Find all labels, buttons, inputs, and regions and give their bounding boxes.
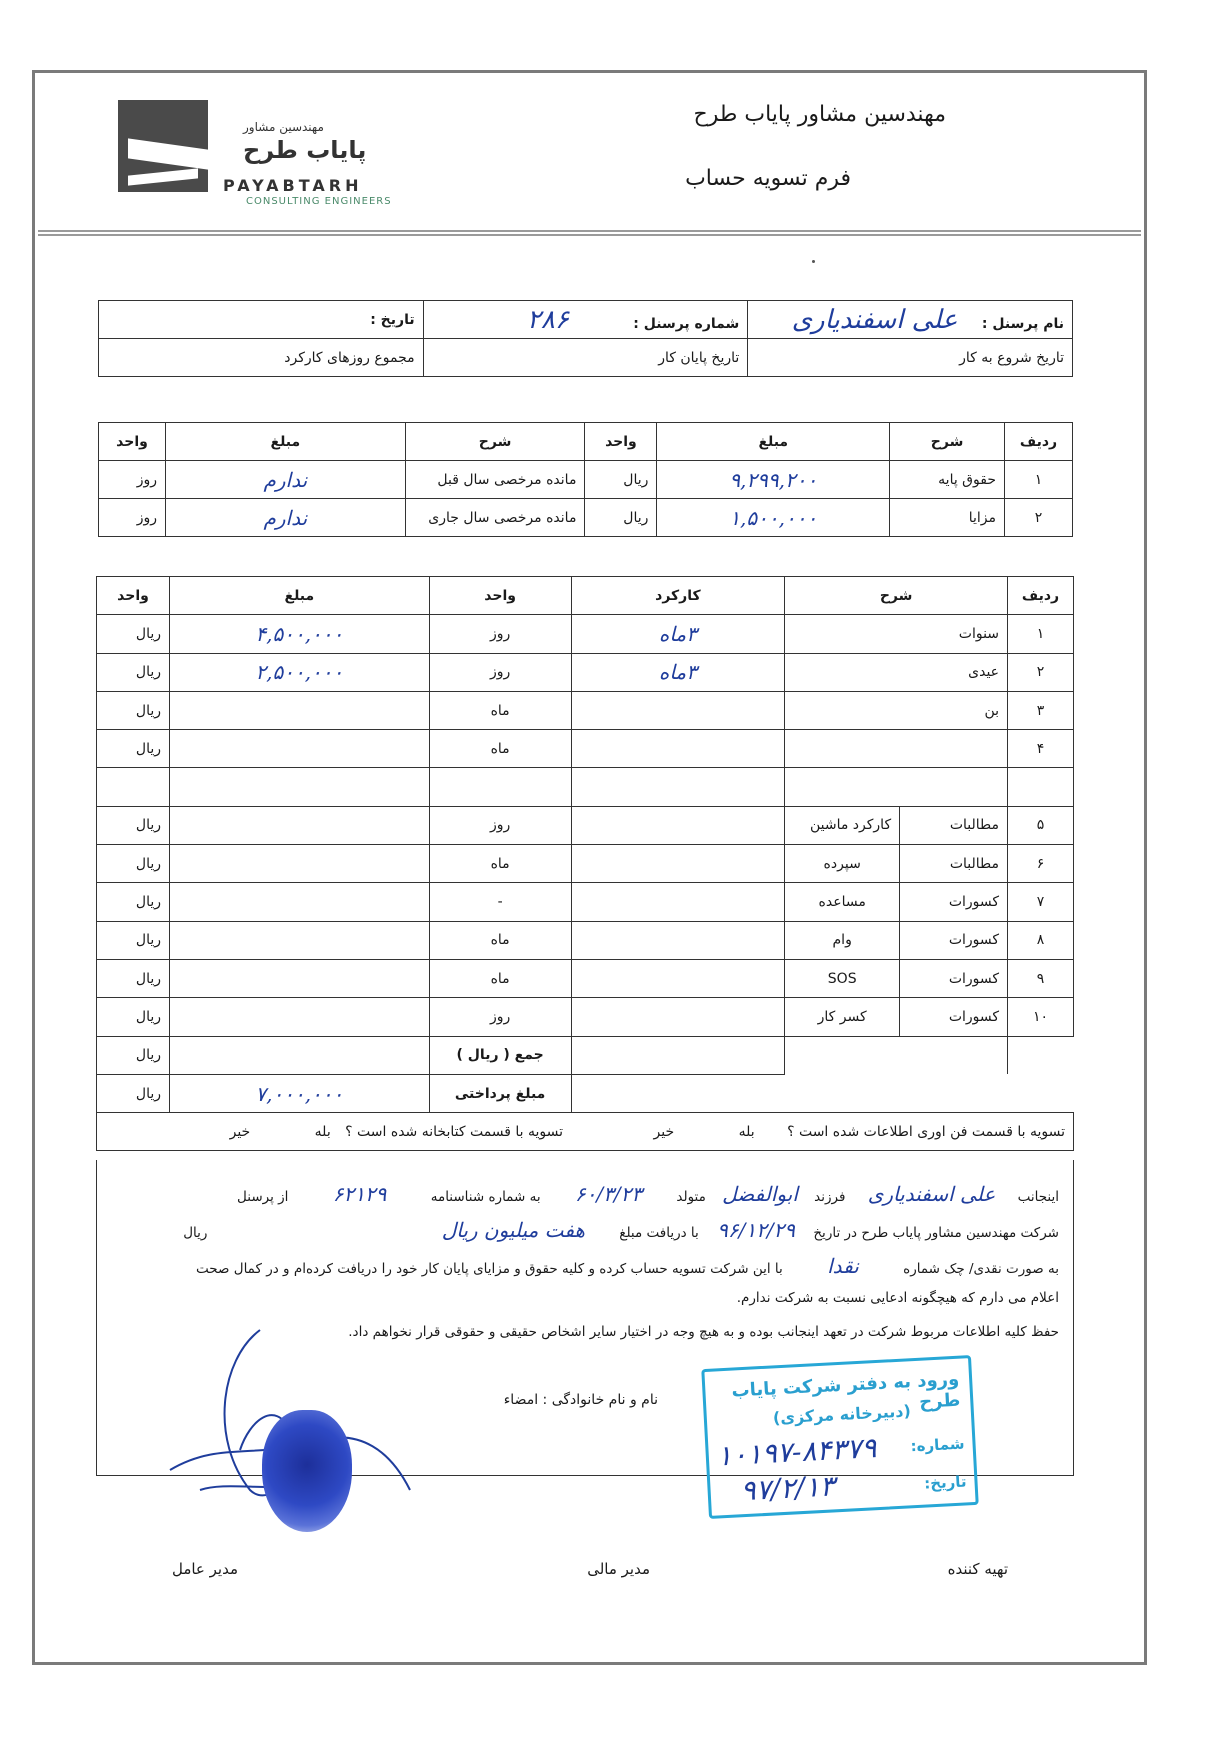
row-idx: ۱ (1008, 615, 1074, 653)
row-amount: ۲,۵۰۰,۰۰۰ (170, 653, 430, 691)
row-unit: روز (429, 806, 571, 844)
row-unit: ماه (429, 921, 571, 959)
decl-text: ریال (183, 1225, 208, 1241)
salary-idx: ۲ (1005, 499, 1073, 537)
row-desc: سپرده (785, 845, 900, 883)
decl-date-handwritten: ۹۶/۱۲/۲۹ (717, 1218, 796, 1242)
row-category: کسورات (900, 998, 1008, 1036)
row-category: کسورات (900, 883, 1008, 921)
row-unit2: ریال (97, 806, 170, 844)
decl-text: فرزند (814, 1189, 846, 1205)
row-unit2: ریال (97, 730, 170, 768)
row-desc: SOS (785, 959, 900, 997)
it-question: تسویه با قسمت فن اوری اطلاعات شده است ؟ (787, 1123, 1065, 1140)
stamp-date-label: تاریخ: (923, 1472, 967, 1493)
row-idx: ۳ (1008, 691, 1074, 729)
row-desc: سنوات (785, 615, 1008, 653)
table-row (97, 998, 1074, 1036)
salary-header-unit2: واحد (99, 423, 166, 461)
library-yes: بله (314, 1123, 331, 1140)
it-yes: بله (738, 1123, 755, 1140)
table-row (97, 691, 1074, 729)
main-header-desc: شرح (785, 577, 1008, 615)
decl-father-handwritten: ابوالفضل (722, 1182, 798, 1206)
decl-text: به شماره شناسنامه (430, 1189, 541, 1205)
row-unit: ماه (429, 845, 571, 883)
table-row (97, 806, 1074, 844)
row-unit2: ریال (97, 921, 170, 959)
stamp-title: ورود به دفتر شرکت پایاب طرح (731, 1368, 961, 1413)
paid-unit: ریال (97, 1074, 170, 1112)
decl-text: اعلام می دارم که هیچگونه ادعایی نسبت به شرکت ندارم. (736, 1290, 1059, 1306)
decl-text: از پرسنل (237, 1189, 289, 1205)
logo-persian-text: پایاب طرح (243, 136, 367, 164)
table-row (97, 653, 1074, 691)
empty-row (97, 768, 1074, 806)
salary-unit: ریال (585, 461, 657, 499)
settlement-table (96, 576, 1074, 1151)
date-cell (99, 301, 424, 339)
row-unit: - (429, 883, 571, 921)
row-idx: ۱۰ (1008, 998, 1074, 1036)
signature-label: نام و نام خانوادگی : امضاء (503, 1392, 658, 1408)
personnel-number-value: ۲۸۶ (526, 304, 569, 335)
paid-value: ۷,۰۰۰,۰۰۰ (170, 1074, 430, 1112)
preparer-label: تهیه کننده (947, 1560, 1008, 1578)
row-amount (170, 691, 430, 729)
start-date-label: تاریخ شروع به کار (748, 339, 1073, 377)
salary-amount2: ندارم (166, 499, 406, 537)
salary-desc2: مانده مرخصی سال جاری (405, 499, 585, 537)
salary-header-amount2: مبلغ (166, 423, 406, 461)
personnel-number-label: شماره پرسنل : (633, 315, 740, 332)
stamp-number-value: ۱۰۱۹۷-۸۴۳۷۹ (715, 1431, 878, 1473)
salary-row (99, 499, 1073, 537)
logo-english-text: PAYABTARH (223, 176, 363, 195)
library-question: تسویه با قسمت کتابخانه شده است ؟ (345, 1123, 564, 1140)
salary-row (99, 461, 1073, 499)
salary-amount: ۱,۵۰۰,۰۰۰ (657, 499, 890, 537)
date-label: تاریخ : (370, 311, 415, 328)
stamp-subtitle: (دبیرخانه مرکزی) (772, 1401, 912, 1428)
end-date-label: تاریخ پایان کار (423, 339, 748, 377)
main-header-amount: مبلغ (170, 577, 430, 615)
row-category: مطالبات (900, 806, 1008, 844)
form-header (38, 78, 1141, 236)
table-row (97, 883, 1074, 921)
form-title: فرم تسویه حساب (685, 166, 851, 191)
total-row (97, 1036, 1074, 1074)
row-unit: ماه (429, 691, 571, 729)
total-days-label: مجموع روزهای کارکرد (99, 339, 424, 377)
salary-desc: حقوق پایه (890, 461, 1005, 499)
salary-desc2: مانده مرخصی سال قبل (405, 461, 585, 499)
salary-idx: ۱ (1005, 461, 1073, 499)
table-row (97, 730, 1074, 768)
row-unit: ماه (429, 959, 571, 997)
table-row (97, 959, 1074, 997)
row-category: کسورات (900, 921, 1008, 959)
row-desc: عیدی (785, 653, 1008, 691)
salary-header-idx: ردیف (1005, 423, 1073, 461)
row-work: ۳ماه (571, 653, 785, 691)
total-label: جمع ( ریال ) (429, 1036, 571, 1074)
row-unit2: ریال (97, 883, 170, 921)
row-unit2: ریال (97, 845, 170, 883)
main-header-unit: واحد (429, 577, 571, 615)
salary-amount: ۹,۲۹۹,۲۰۰ (657, 461, 890, 499)
row-idx: ۸ (1008, 921, 1074, 959)
decl-text: با این شرکت تسویه حساب کرده و کلیه حقوق و مزایای پایان کار خود را دریافت کرده‌ام و در کمال صحت (196, 1261, 783, 1277)
decl-name-handwritten: علی اسفندیاری (867, 1182, 996, 1206)
salary-header-desc: شرح (890, 423, 1005, 461)
row-desc: کارکرد ماشین (785, 806, 900, 844)
row-idx: ۹ (1008, 959, 1074, 997)
company-name: مهندسین مشاور پایاب طرح (693, 102, 946, 127)
row-category: کسورات (900, 959, 1008, 997)
row-work (571, 730, 785, 768)
office-stamp (701, 1355, 978, 1519)
personnel-table (98, 300, 1073, 377)
company-logo-icon (118, 100, 208, 192)
salary-unit: ریال (585, 499, 657, 537)
row-unit: روز (429, 998, 571, 1036)
row-desc: وام (785, 921, 900, 959)
stamp-date-value: ۹۷/۲/۱۳ (739, 1469, 836, 1508)
thumbprint-icon (262, 1410, 352, 1532)
row-unit2: ریال (97, 653, 170, 691)
row-desc (785, 730, 1008, 768)
logo-subtitle: CONSULTING ENGINEERS (246, 196, 392, 207)
row-idx: ۵ (1008, 806, 1074, 844)
decl-text: شرکت مهندسین مشاور پایاب طرح در تاریخ (813, 1225, 1059, 1241)
decl-text: حفظ کلیه اطلاعات مربوط شرکت در تعهد اینجانب بوده و به هیچ وجه در اختیار سایر اشخاص حقیقی و حقوقی قرار نخواهم داد. (348, 1324, 1059, 1340)
table-row (97, 615, 1074, 653)
decl-id-handwritten: ۶۲۱۲۹ (332, 1182, 387, 1206)
row-unit: روز (429, 653, 571, 691)
row-amount: ۴,۵۰۰,۰۰۰ (170, 615, 430, 653)
personnel-name-value: علی اسفندیاری (791, 304, 958, 335)
decl-text: به صورت نقدی/ چک شماره (903, 1261, 1059, 1277)
salary-header-desc2: شرح (405, 423, 585, 461)
row-unit2: ریال (97, 998, 170, 1036)
row-unit2: ریال (97, 959, 170, 997)
library-no: خیر (229, 1123, 251, 1140)
row-desc: کسر کار (785, 998, 900, 1036)
checks-row (97, 1113, 1074, 1151)
personnel-name-label: نام پرسنل : (981, 315, 1064, 332)
row-work: ۳ماه (571, 615, 785, 653)
row-unit: ماه (429, 730, 571, 768)
row-idx: ۶ (1008, 845, 1074, 883)
salary-unit2: روز (99, 461, 166, 499)
main-header-work: کارکرد (571, 577, 785, 615)
main-header-unit2: واحد (97, 577, 170, 615)
row-amount (170, 730, 430, 768)
logo-small-text: مهندسین مشاور (243, 120, 324, 134)
table-row (97, 845, 1074, 883)
decl-cash-handwritten: نقدا (827, 1254, 859, 1278)
decl-birth-handwritten: ۶۰/۳/۲۳ (574, 1182, 643, 1206)
decl-text: با دریافت مبلغ (619, 1225, 699, 1241)
row-idx: ۷ (1008, 883, 1074, 921)
main-header-idx: ردیف (1008, 577, 1074, 615)
personnel-name-cell (748, 301, 1073, 339)
paid-row (97, 1074, 1074, 1112)
row-desc: مساعده (785, 883, 900, 921)
decl-text: متولد (676, 1189, 706, 1205)
row-category: مطالبات (900, 845, 1008, 883)
finance-manager-label: مدیر مالی (587, 1560, 650, 1578)
salary-desc: مزایا (890, 499, 1005, 537)
salary-unit2: روز (99, 499, 166, 537)
decl-text: اینجانب (1017, 1189, 1059, 1205)
it-no: خیر (653, 1123, 675, 1140)
salary-amount2: ندارم (166, 461, 406, 499)
row-unit: روز (429, 615, 571, 653)
table-row (97, 921, 1074, 959)
salary-table (98, 422, 1073, 537)
row-unit2: ریال (97, 615, 170, 653)
salary-header-amount: مبلغ (657, 423, 890, 461)
row-desc: بن (785, 691, 1008, 729)
personnel-number-cell (423, 301, 748, 339)
salary-header-unit: واحد (585, 423, 657, 461)
decl-amount-handwritten: هفت میلیون ریال (441, 1218, 585, 1242)
row-unit2: ریال (97, 691, 170, 729)
paid-label: مبلغ پرداختی (429, 1074, 571, 1112)
ceo-label: مدیر عامل (171, 1560, 238, 1578)
row-work (571, 691, 785, 729)
row-idx: ۲ (1008, 653, 1074, 691)
row-idx: ۴ (1008, 730, 1074, 768)
total-unit: ریال (97, 1036, 170, 1074)
stamp-number-label: شماره: (910, 1434, 965, 1456)
